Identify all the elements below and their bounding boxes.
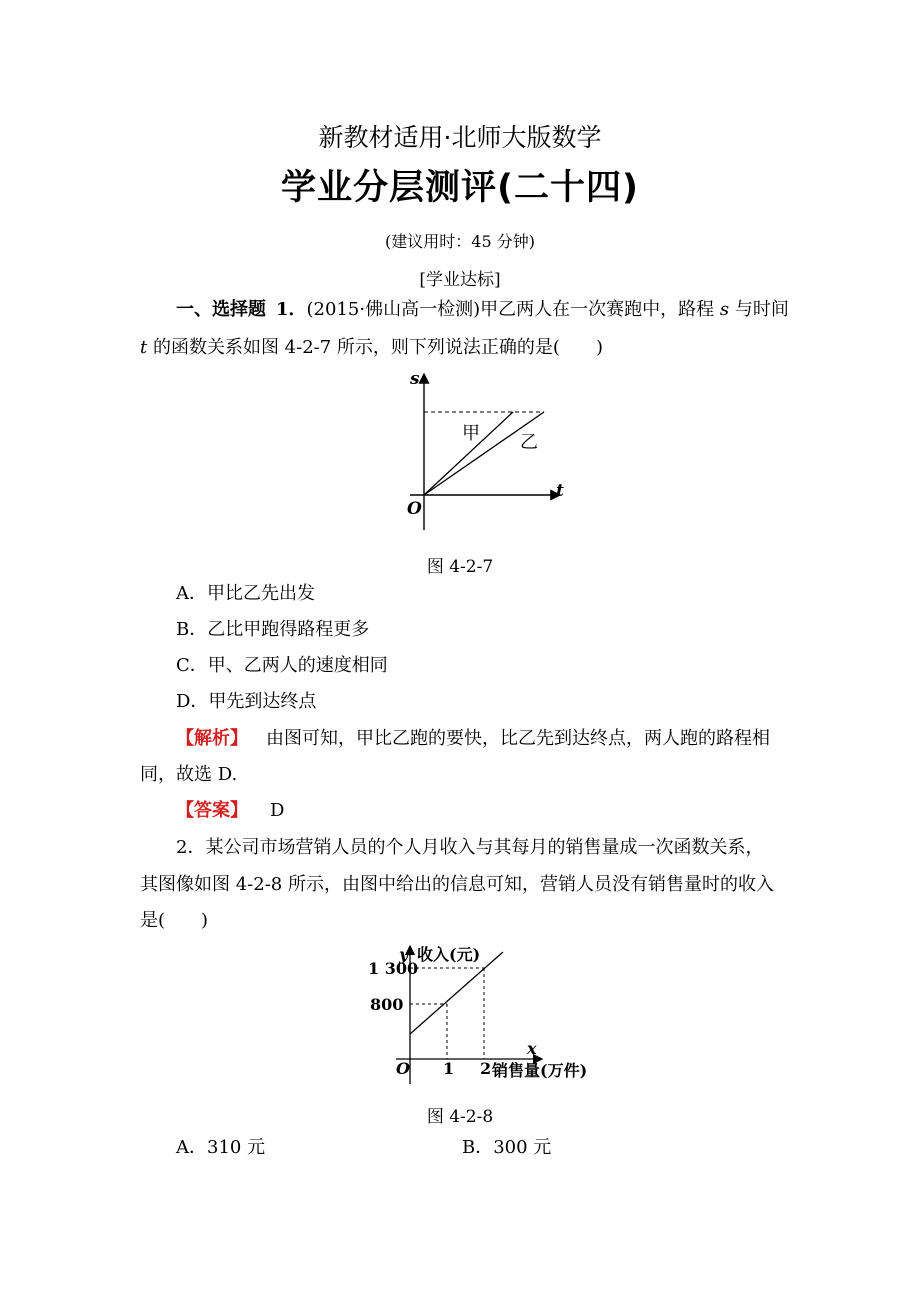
tick-x-2: 2 [480,1059,492,1078]
jia-label: 甲 [462,423,480,444]
option-a: A．甲比乙先出发 [176,583,315,604]
question-1-source: (2015·佛山高一检测) [306,299,481,320]
s-axis-label: s [410,369,420,389]
yi-label: 乙 [520,432,538,453]
section-prefix: 一、选择题 [176,299,266,320]
figure-4-2-8-caption: 图 4-2-8 [426,1107,494,1127]
question-1-text-c: 的函数关系如图 4-2-7 所示，则下列说法正确的是( ) [147,337,603,358]
q2-option-b: B．300 元 [462,1137,552,1158]
question-1-text-a: 甲乙两人在一次赛跑中，路程 [480,299,720,320]
q2-option-a: A．310 元 [176,1137,266,1158]
origin-label: O [407,499,422,519]
question-2-line-2: 其图像如图 4-2-8 所示，由图中给出的信息可知，营销人员没有销售量时的收入 [140,874,774,895]
x-axis-var: x [527,1039,537,1058]
figure-4-2-7-caption: 图 4-2-7 [426,557,494,577]
section-tag: [学业达标] [419,270,501,290]
tick-800: 800 [370,995,404,1014]
series-header: 新教材适用·北师大版数学 [318,123,602,152]
answer-line [176,802,284,820]
figure-4-2-7 [380,368,580,530]
analysis-text-1: 由图可知，甲比乙跑的要快，比乙先到达终点，两人跑的路程相 [266,728,770,749]
page-title: 学业分层测评(二十四) [281,168,639,208]
analysis-label: 【解析】 [176,728,248,749]
answer-value: D [270,800,285,821]
t-axis-label: t [556,481,564,501]
var-t: t [140,337,148,358]
question-1-line-2 [140,339,603,357]
var-s: s [719,299,730,320]
option-d: D．甲先到达终点 [176,691,317,712]
question-1-line-1 [176,301,789,319]
income-line [410,952,503,1034]
question-1-number: 1． [276,299,307,320]
option-c: C．甲、乙两人的速度相同 [176,655,388,676]
answer-label: 【答案】 [176,800,248,821]
question-1-text-b: 与时间 [729,299,789,320]
y-axis-label: 收入(元) [417,945,481,964]
time-note: (建议用时：45 分钟) [385,232,535,251]
tick-1300: 1 300 [368,959,419,978]
analysis-line-2: 同，故选 D. [140,764,238,785]
option-b: B．乙比甲跑得路程更多 [176,619,370,640]
y-axis-var: y [399,945,409,964]
analysis-line-1 [176,730,770,748]
line-yi [424,412,544,495]
origin-label-2: O [396,1059,410,1078]
question-2-line-3: 是( ) [140,910,209,931]
x-axis-label: 销售量(万件) [492,1061,588,1080]
tick-x-1: 1 [443,1059,455,1078]
question-2-line-1: 2．某公司市场营销人员的个人月收入与其每月的销售量成一次函数关系， [176,837,764,858]
figure-4-2-8 [366,938,592,1084]
